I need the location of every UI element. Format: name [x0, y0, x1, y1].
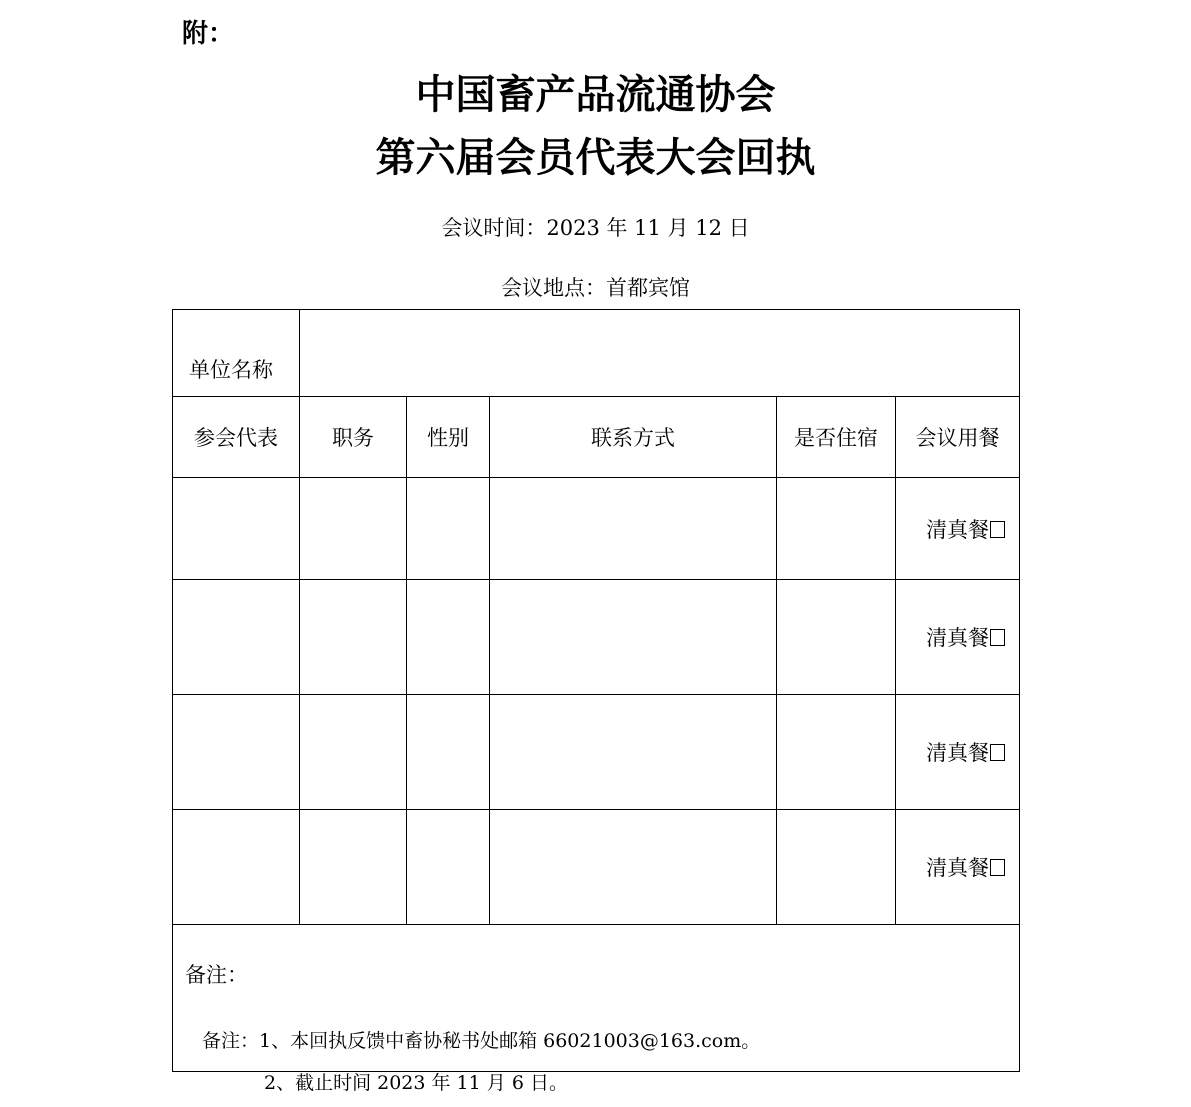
unit-name-field[interactable] — [300, 310, 1020, 397]
gender-cell[interactable] — [407, 695, 490, 810]
note-label: 备注： — [185, 963, 248, 987]
lodging-cell[interactable] — [777, 810, 896, 925]
meal-cell — [896, 580, 1020, 695]
meal-label: 清真餐 — [926, 517, 990, 542]
representative-cell[interactable] — [173, 580, 300, 695]
contact-cell[interactable] — [490, 695, 777, 810]
meal-cell — [896, 695, 1020, 810]
table-row — [173, 478, 1020, 580]
representative-cell[interactable] — [173, 810, 300, 925]
col-header-representative: 参会代表 — [173, 397, 300, 478]
meeting-time: 会议时间：2023 年 11 月 12 日 — [441, 216, 750, 240]
contact-cell[interactable] — [490, 478, 777, 580]
representative-cell[interactable] — [173, 695, 300, 810]
contact-cell[interactable] — [490, 580, 777, 695]
attachment-label: 附： — [182, 19, 235, 49]
meal-label: 清真餐 — [926, 626, 990, 650]
position-cell[interactable] — [300, 695, 407, 810]
lodging-cell[interactable] — [777, 580, 896, 695]
meal-cell — [896, 810, 1020, 925]
footnote-2: 2、截止时间 2023 年 11 月 6 日。 — [264, 1072, 568, 1094]
meal-label: 清真餐 — [926, 856, 990, 880]
gender-cell[interactable] — [407, 478, 490, 580]
contact-cell[interactable] — [490, 810, 777, 925]
col-header-lodging: 是否住宿 — [777, 397, 896, 478]
footnote-1: 备注：1、本回执反馈中畜协秘书处邮箱 66021003@163.com。 — [202, 1030, 761, 1052]
gender-cell[interactable] — [407, 810, 490, 925]
unit-name-label: 单位名称 — [173, 310, 300, 397]
title-line-2: 第六届会员代表大会回执 — [375, 135, 816, 181]
lodging-cell[interactable] — [777, 478, 896, 580]
col-header-contact: 联系方式 — [490, 397, 777, 478]
gender-cell[interactable] — [407, 580, 490, 695]
title-line-1: 中国畜产品流通协会 — [415, 72, 776, 118]
unit-row — [173, 310, 1020, 397]
header-row — [173, 397, 1020, 478]
col-header-meal: 会议用餐 — [896, 397, 1020, 478]
representative-cell[interactable] — [173, 478, 300, 580]
halal-meal-checkbox[interactable] — [990, 521, 1005, 538]
meal-label: 清真餐 — [926, 741, 990, 765]
halal-meal-checkbox[interactable] — [990, 859, 1005, 876]
col-header-position: 职务 — [300, 397, 407, 478]
lodging-cell[interactable] — [777, 695, 896, 810]
col-header-gender: 性别 — [407, 397, 490, 478]
position-cell[interactable] — [300, 810, 407, 925]
table-row — [173, 810, 1020, 925]
meal-cell — [896, 478, 1020, 580]
reply-form-table — [172, 309, 1020, 1072]
halal-meal-checkbox[interactable] — [990, 629, 1005, 646]
meeting-place: 会议地点：首都宾馆 — [501, 276, 690, 300]
position-cell[interactable] — [300, 478, 407, 580]
halal-meal-checkbox[interactable] — [990, 744, 1005, 761]
table-row — [173, 695, 1020, 810]
position-cell[interactable] — [300, 580, 407, 695]
table-row — [173, 580, 1020, 695]
